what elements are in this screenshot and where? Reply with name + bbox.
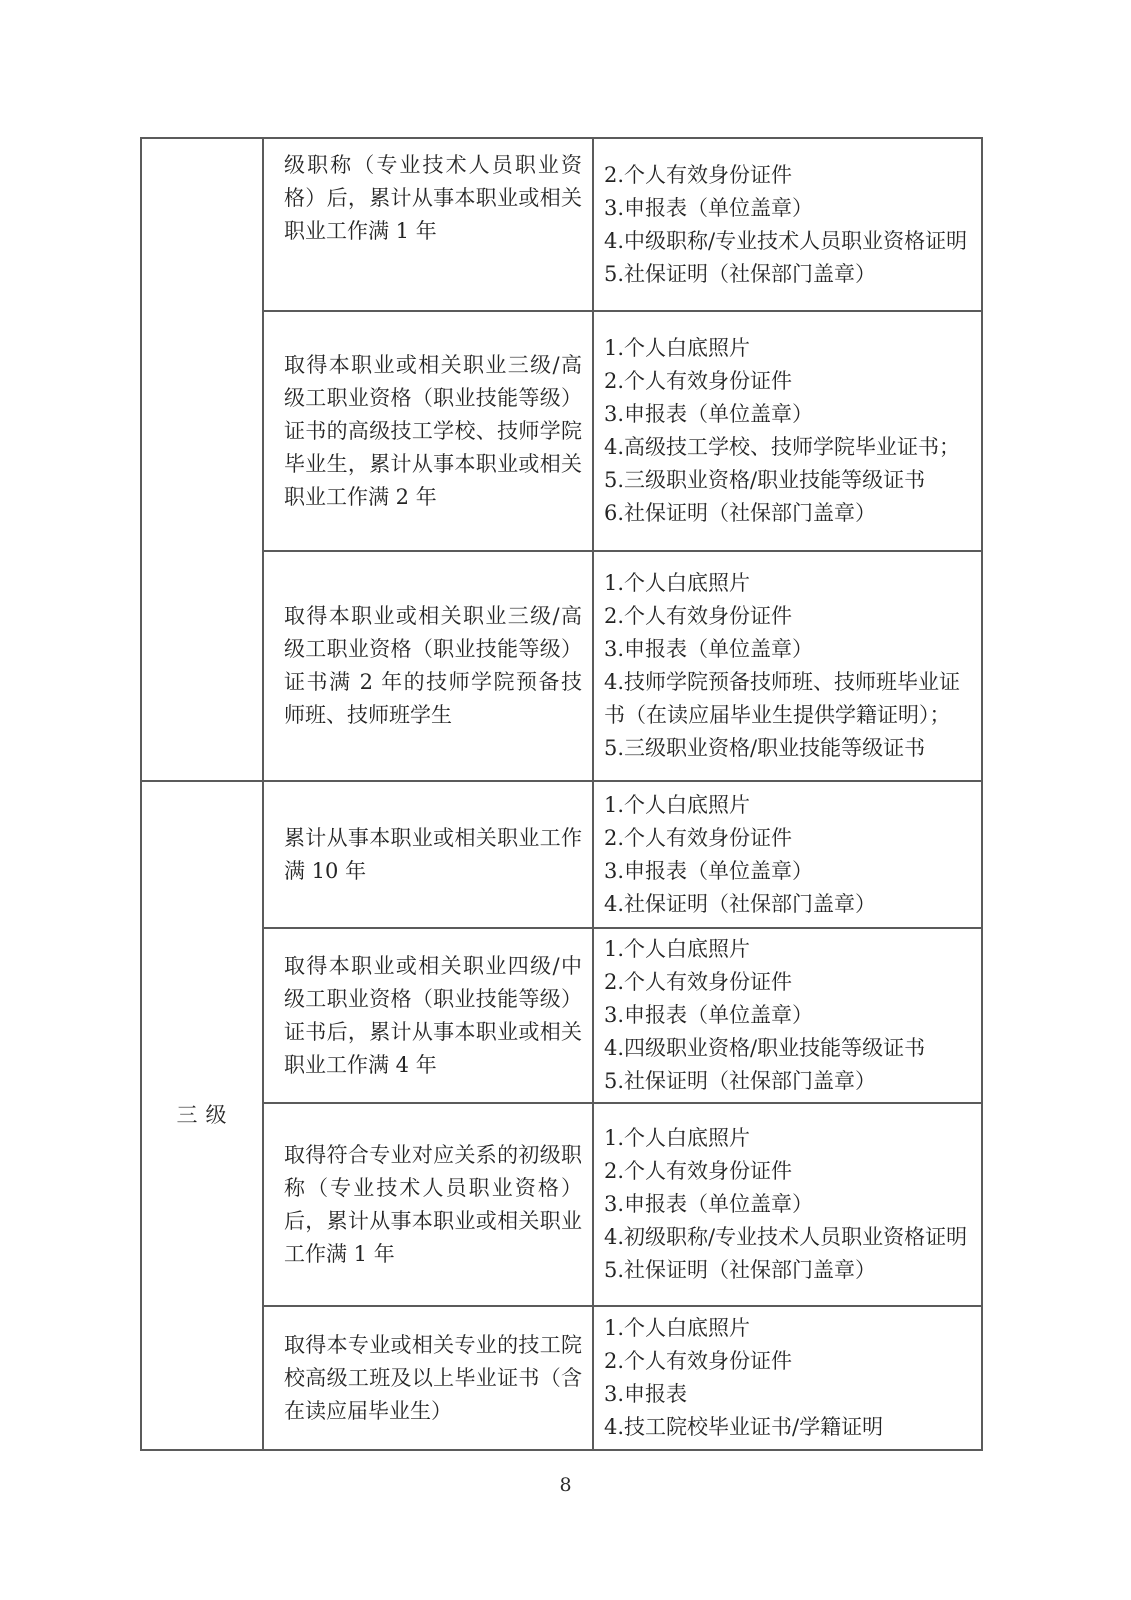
condition-cell: 取得符合专业对应关系的初级职称（专业技术人员职业资格）后，累计从事本职业或相关职业工作满 1 年 — [263, 1103, 593, 1306]
material-item: 4.初级职称/专业技术人员职业资格证明 — [604, 1225, 968, 1249]
material-item: 3.申报表（单位盖章） — [604, 402, 814, 426]
material-item: 4.高级技工学校、技师学院毕业证书； — [604, 435, 961, 459]
material-item: 2.个人有效身份证件 — [604, 1349, 793, 1373]
materials-cell — [593, 1103, 982, 1306]
condition-cell: 取得本职业或相关职业三级/高级工职业资格（职业技能等级）证书满 2 年的技师学院预备技师班、技师班学生 — [263, 551, 593, 781]
material-item: 5.三级职业资格/职业技能等级证书 — [604, 736, 926, 760]
material-item: 3.申报表（单位盖章） — [604, 637, 814, 661]
material-item: 1.个人白底照片 — [604, 571, 751, 595]
material-item: 2.个人有效身份证件 — [604, 162, 793, 187]
material-item: 2.个人有效身份证件 — [604, 825, 793, 850]
material-item: 5.社保证明（社保部门盖章） — [604, 1258, 877, 1282]
material-item: 1.个人白底照片 — [604, 937, 751, 961]
materials-cell — [593, 928, 982, 1103]
condition-cell: 取得本职业或相关职业三级/高级工职业资格（职业技能等级）证书的高级技工学校、技师学院毕业生，累计从事本职业或相关职业工作满 2 年 — [263, 311, 593, 551]
material-item: 1.个人白底照片 — [604, 792, 751, 817]
material-item: 2.个人有效身份证件 — [604, 1159, 793, 1183]
materials-cell — [593, 311, 982, 551]
table-row — [141, 1103, 982, 1306]
material-item: 2.个人有效身份证件 — [604, 970, 793, 994]
material-item: 1.个人白底照片 — [604, 336, 751, 360]
requirements-table — [140, 137, 983, 1451]
condition-cell: 级职称（专业技术人员职业资格）后，累计从事本职业或相关职业工作满 1 年 — [263, 138, 593, 311]
condition-cell: 取得本专业或相关专业的技工院校高级工班及以上毕业证书（含在读应届毕业生） — [263, 1306, 593, 1450]
level-cell-level3: 三级 — [141, 781, 263, 1450]
material-item: 1.个人白底照片 — [604, 1316, 751, 1340]
material-item: 4.技师学院预备技师班、技师班毕业证书（在读应届毕业生提供学籍证明）； — [604, 670, 961, 727]
materials-cell — [593, 1306, 982, 1450]
material-item: 1.个人白底照片 — [604, 1126, 751, 1150]
material-item: 3.申报表（单位盖章） — [604, 1192, 814, 1216]
condition-cell: 累计从事本职业或相关职业工作满 10 年 — [263, 781, 593, 928]
material-item: 4.技工院校毕业证书/学籍证明 — [604, 1415, 884, 1439]
material-item: 4.社保证明（社保部门盖章） — [604, 891, 877, 916]
material-item: 4.中级职称/专业技术人员职业资格证明 — [604, 228, 968, 253]
material-item: 4.四级职业资格/职业技能等级证书 — [604, 1036, 926, 1060]
table-row — [141, 1306, 982, 1450]
material-item: 6.社保证明（社保部门盖章） — [604, 501, 877, 525]
table-row — [141, 551, 982, 781]
material-item: 3.申报表（单位盖章） — [604, 195, 814, 220]
materials-cell — [593, 551, 982, 781]
material-item: 3.申报表（单位盖章） — [604, 858, 814, 883]
table-row — [141, 928, 982, 1103]
material-item: 3.申报表（单位盖章） — [604, 1003, 814, 1027]
materials-cell — [593, 138, 982, 311]
material-item: 5.三级职业资格/职业技能等级证书 — [604, 468, 926, 492]
table-row — [141, 311, 982, 551]
material-item: 3.申报表 — [604, 1382, 688, 1406]
level-cell-continued — [141, 138, 263, 781]
material-item: 2.个人有效身份证件 — [604, 369, 793, 393]
materials-cell — [593, 781, 982, 928]
page-number: 8 — [559, 1474, 572, 1496]
material-item: 5.社保证明（社保部门盖章） — [604, 261, 877, 286]
condition-cell: 取得本职业或相关职业四级/中级工职业资格（职业技能等级）证书后，累计从事本职业或相关职业工作满 4 年 — [263, 928, 593, 1103]
material-item: 5.社保证明（社保部门盖章） — [604, 1069, 877, 1093]
table-row — [141, 138, 982, 311]
material-item: 2.个人有效身份证件 — [604, 604, 793, 628]
table-row — [141, 781, 982, 928]
